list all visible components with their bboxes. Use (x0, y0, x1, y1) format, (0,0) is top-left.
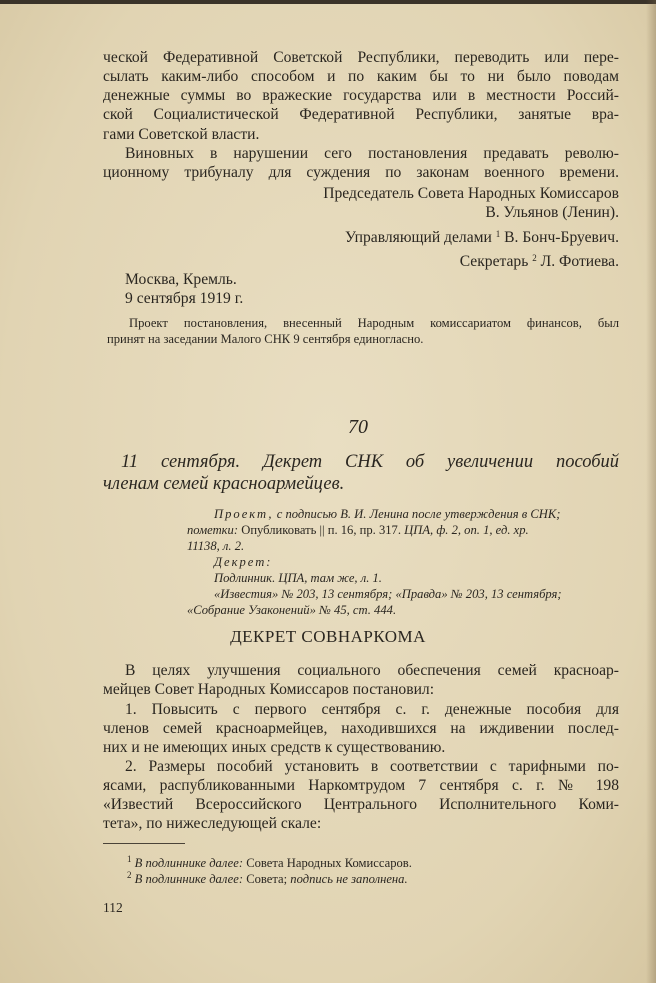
document-title-line-1: 11 сентября. Декрет СНК об увеличении пособий (121, 452, 619, 472)
note-line-1: Проект постановления, внесенный Народным комиссариатом финансов, был (129, 316, 619, 330)
secretary-prefix: Секретарь (459, 253, 529, 270)
source-publication-2: «Собрание Узаконений» № 45, ст. 444. (187, 603, 397, 617)
footnote-1-mark: 1 (127, 854, 132, 864)
decree-body-line-4: членов семей красноармейцев, находившихся на иждивении послед- (103, 720, 619, 737)
source-original: Подлинник. ЦПА, там же, л. 1. (214, 571, 382, 585)
decree-body-line-7: ясами, распубликованными Наркомтрудом 7 сентября с. г. № 198 (103, 777, 619, 794)
prev-decree-line-3: денежные суммы во вражеские государства или в местности Россий- (103, 87, 619, 104)
source-marks-archive: ЦПА, ф. 2, оп. 1, ед. хр. (404, 523, 529, 537)
source-publication-1: «Известия» № 203, 13 сентября; «Правда» № 203, 13 сентября; (214, 587, 562, 601)
chairman-title: Председатель Совета Народных Комиссаров (323, 185, 619, 202)
source-marks (187, 523, 619, 539)
source-marks-value: Опубликовать || п. 16, пр. 317. (241, 523, 402, 537)
footnote-1-text: Совета Народных Комиссаров. (246, 856, 412, 870)
decree-heading: ДЕКРЕТ СОВНАРКОМА (230, 627, 426, 646)
manager-signature (103, 228, 619, 247)
footnote-divider (103, 843, 185, 844)
decree-body-line-3: 1. Повысить с первого сентября с. г. денежные пособия для (125, 701, 619, 718)
footnote-2-tail: подпись не заполнена. (290, 872, 408, 886)
page-top-edge (0, 0, 656, 4)
footnote-2-label: В подлиннике далее: (134, 872, 244, 886)
prev-decree-line-4: ской Социалистической Федеративной Республики, занятые вра- (103, 106, 619, 123)
footnote-1-label: В подлиннике далее: (134, 856, 244, 870)
prev-decree-line-5: гами Советской власти. (103, 126, 260, 143)
page-number: 112 (103, 900, 123, 915)
decree-body-line-9: тета», по нижеследующей скале: (103, 815, 322, 832)
footnote-2-mark: 2 (127, 870, 132, 880)
decree-body-line-2: мейцев Совет Народных Комиссаров постановил: (103, 681, 435, 698)
source-archive-cont: 11138, л. 2. (187, 539, 245, 553)
source-draft-label: Проект, (214, 507, 274, 521)
note-line-2: принят на заседании Малого СНК 9 сентября единогласно. (107, 332, 424, 346)
source-marks-label: пометки: (187, 523, 239, 537)
prev-decree-line-1: ческой Федеративной Советской Республики, переводить или пере- (103, 49, 619, 66)
place: Москва, Кремль. (125, 271, 237, 288)
decree-body-line-5: них и не имеющих иных средств к существованию. (103, 739, 446, 756)
page-right-edge (646, 0, 656, 983)
decree-body-line-8: «Известий Всероссийского Центрального Исполнительного Коми- (103, 796, 619, 813)
secretary-name: Л. Фотиева. (540, 253, 619, 270)
footnote-1 (127, 856, 617, 872)
document-title-line-2: членам семей красноармейцев. (103, 474, 345, 494)
date: 9 сентября 1919 г. (125, 290, 244, 307)
penalty-line-1: Виновных в нарушении сего постановления предавать револю- (125, 145, 619, 162)
decree-body-line-6: 2. Размеры пособий установить в соответствии с тарифными по- (125, 758, 619, 775)
footnote-2 (127, 872, 617, 888)
penalty-line-2: ционному трибуналу для суждения по законам военного времени. (103, 164, 619, 181)
source-decree-label: Декрет: (214, 555, 273, 569)
source-draft-rest: с подписью В. И. Ленина после утверждения в СНК; (276, 507, 561, 521)
manager-name: В. Бонч-Бруевич. (504, 229, 619, 246)
decree-body-line-1: В целях улучшения социального обеспечения семей красноар- (125, 662, 619, 679)
footnote-ref-2: 2 (532, 253, 537, 263)
chairman-name: В. Ульянов (Ленин). (485, 204, 619, 221)
manager-prefix: Управляющий делами (344, 229, 492, 246)
prev-decree-line-2: сылать каким-либо способом и по каким бы то ни было поводам (103, 68, 619, 85)
document-number: 70 (348, 416, 368, 438)
secretary-signature (103, 252, 619, 271)
footnote-ref-1: 1 (495, 229, 501, 239)
footnote-2-text: Совета; (246, 872, 288, 886)
source-draft (214, 507, 619, 523)
